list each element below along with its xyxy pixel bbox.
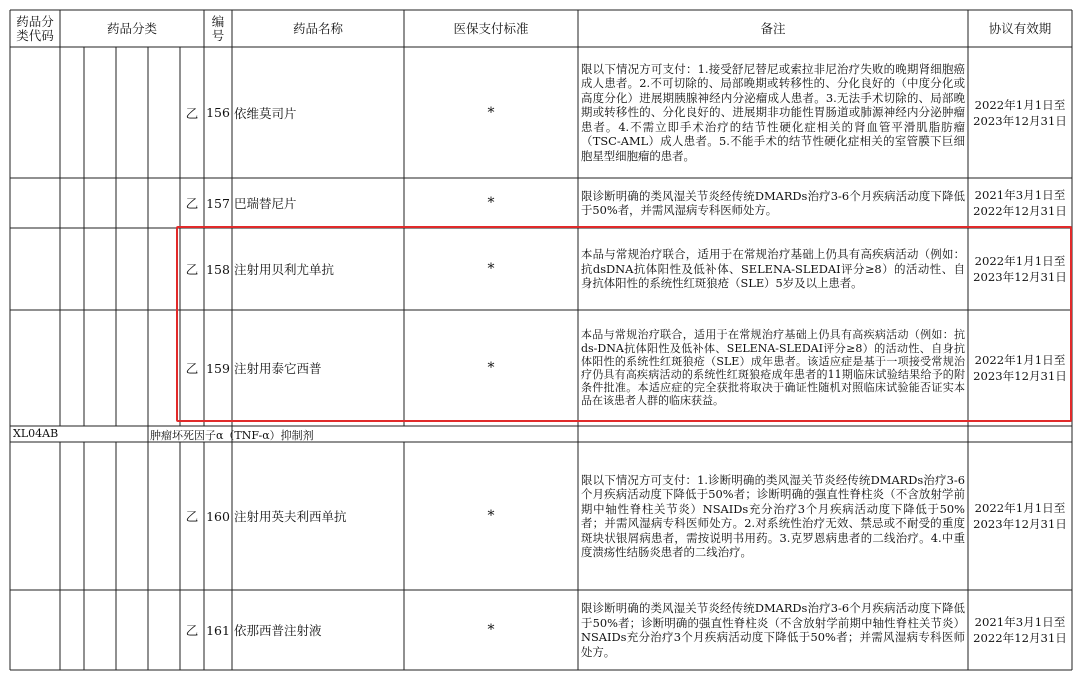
row-drug-name: 注射用贝利尤单抗 — [234, 262, 335, 277]
row-standard: * — [487, 104, 495, 121]
row-validity: 2022年1月1日至 2023年12月31日 — [973, 501, 1067, 531]
row-notes: 本品与常规治疗联合，适用于在常规治疗基础上仍具有高疾病活动（例如：抗ds-DNA抗体阳性及低补体、SELENA-SLEDAI评分≥8）的活动性、自身抗体阳性的系统性红斑狼疮（SLE）成年患者。该适应症是基于一项接受常规治疗仍具有高疾病活动的系统性红斑狼疮成年患者的11期临床试验结果给予的附条件批准。本适应症的完全获批将取决于确证性随机对照临床试验能否证实本品在该患者人群的临床获益。 — [581, 328, 965, 408]
row-standard: * — [487, 195, 495, 211]
header-notes: 备注 — [760, 20, 786, 36]
header-code: 药品分 类代码 — [16, 13, 54, 43]
row-drug-name: 巴瑞替尼片 — [234, 196, 297, 211]
row-validity: 2022年1月1日至 2023年12月31日 — [973, 97, 1067, 128]
row-number: 157 — [206, 195, 230, 211]
row-notes: 限诊断明确的类风湿关节炎经传统DMARDs治疗3-6个月疾病活动度下降低于50%者；诊断明确的强直性脊柱炎（不含放射学前期中轴性脊柱关节炎）NSAIDs充分治疗3个月疾病活动度下降低于50%者；并需风湿病专科医师处方。 — [581, 601, 965, 659]
section-title: 肿瘤坏死因子α（TNF-α）抑制剂 — [150, 429, 314, 442]
row-drug-name: 依维莫司片 — [234, 105, 297, 121]
row-validity: 2021年3月1日至 2022年12月31日 — [973, 188, 1067, 218]
row-number: 159 — [206, 360, 230, 376]
row-drug-name: 注射用泰它西普 — [234, 361, 322, 376]
row-grade: 乙 — [185, 509, 199, 524]
row-number: 158 — [206, 261, 230, 277]
row-grade: 乙 — [185, 361, 199, 376]
row-drug-name: 注射用英夫利西单抗 — [234, 509, 347, 524]
row-notes: 限以下情况方可支付：1.诊断明确的类风湿关节炎经传统DMARDs治疗3-6个月疾病活动度下降低于50%者；诊断明确的强直性脊柱炎（不含放射学前期中轴性脊柱关节炎）NSAIDs充分治疗3个月疾病活动度下降低于50%者；并需风湿病专科医师处方。2.对系统性治疗无效、禁忌或不耐受的重度斑块状银屑病患者，需按说明书用药。3.克罗恩病患者的二线治疗。4.中重度溃疡性结肠炎患者的二线治疗。 — [581, 472, 965, 559]
row-validity: 2022年1月1日至 2023年12月31日 — [973, 353, 1067, 383]
row-standard: * — [487, 622, 495, 638]
highlight-box — [176, 226, 1072, 422]
row-notes: 限诊断明确的类风湿关节炎经传统DMARDs治疗3-6个月疾病活动度下降低于50%者，并需风湿病专科医师处方。 — [581, 188, 965, 217]
row-validity: 2022年1月1日至 2023年12月31日 — [973, 254, 1067, 284]
row-notes: 本品与常规治疗联合，适用于在常规治疗基础上仍具有高疾病活动（例如：抗dsDNA抗体阳性及低补体、SELENA-SLEDAI评分≥8）的活动性、自身抗体阳性的系统性红斑狼疮（SLE）5岁及以上患者。 — [581, 247, 965, 291]
row-standard: * — [487, 360, 495, 376]
row-notes: 限以下情况方可支付：1.接受舒尼替尼或索拉非尼治疗失败的晚期肾细胞癌成人患者。2.不可切除的、局部晚期或转移性的、分化良好的（中度分化或高度分化）进展期胰腺神经内分泌瘤成人患者。3.无法手术切除的、局部晚期或转移性的、分化良好的、进展期非功能性胃肠道或肺源神经内分泌肿瘤患者。4.不需立即手术治疗的结节性硬化症相关的肾血管平滑肌脂肪瘤（TSC-AML）成人患者。5.不能手术的结节性硬化症相关的室管膜下巨细胞星型细胞瘤的患者。 — [581, 61, 965, 163]
row-grade: 乙 — [185, 623, 199, 638]
row-drug-name: 依那西普注射液 — [234, 623, 322, 638]
row-grade: 乙 — [185, 262, 199, 277]
header-validity: 协议有效期 — [988, 20, 1052, 36]
section-code: XL04AB — [13, 427, 59, 440]
row-standard: * — [487, 508, 495, 524]
row-number: 160 — [206, 508, 230, 524]
row-number: 161 — [206, 622, 230, 638]
header-name: 药品名称 — [292, 20, 343, 36]
row-grade: 乙 — [185, 196, 199, 211]
row-standard: * — [487, 261, 495, 277]
header-standard: 医保支付标准 — [453, 20, 529, 36]
header-number: 编 号 — [211, 13, 225, 43]
row-number: 156 — [206, 105, 230, 120]
header-category: 药品分类 — [106, 20, 157, 36]
row-grade: 乙 — [185, 105, 199, 121]
row-validity: 2021年3月1日至 2022年12月31日 — [973, 615, 1067, 645]
